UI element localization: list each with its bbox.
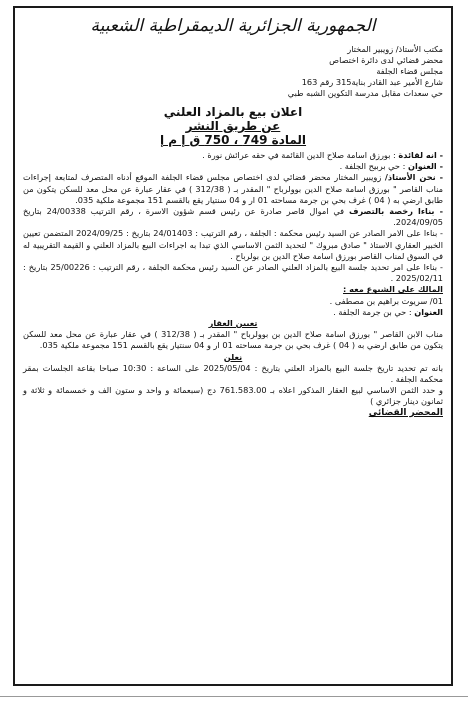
address-label: - العنوان — [407, 161, 443, 172]
auction-date-text: بانه تم تحديد تاريخ جلسة البيع بالمزاد العلني بتاريخ : 2025/05/04 على الساعة : 10:30 صباحا بقاعة الجلسات بمقر محكمة الجلفة . — [23, 362, 443, 385]
beneficiary-line — [23, 150, 443, 161]
property-heading: تعيين العقار — [208, 318, 258, 329]
bailiff-text: زويبير المختار محضر قضائي لدى اختصاص مجلس قضاء الجلفة الموقع أدناه المتصرف لمتابعة إجراءات مناب القاصر " بورزق اسامة صلاح الدين بوولرباح " المقدر بـ ( 312/38 ) في عقار عبارة عن محل معد للسكن يتكون من طابق ارضي به ( 04 ) غرف بحي بن جرمة مساحته 01 ار و 04 سنتيار يقع بالقسم 151 مجموعة ملكية 035. — [23, 172, 444, 205]
base-price-text: و حدد الثمن الاساسي لبيع العقار المذكور اعلاه بـ 761.583.00 دج (سبعمائة و واحد و ستون الف و خمسمائة و ثلاثة و ثمانون دينار جزائري ) — [23, 385, 443, 407]
session-order-paragraph: - بناءا على امر تحديد جلسة البيع بالمزاد العلني الصادر عن السيد رئيس محكمة الجلفة ، رقم الترتيب : 25/00226 بتاريخ : 2025/02/11 . — [23, 262, 443, 284]
notice-subtitle: عن طريق النشر — [185, 119, 281, 133]
bailiff-label: - نحن الأستاذ/ — [384, 172, 443, 183]
office-line: شارع الأمير عبد القادر بناية315 رقم 163 — [301, 77, 443, 87]
notice-frame — [13, 6, 453, 686]
notice-title: اعلان بيع بالمزاد العلني — [163, 105, 303, 119]
expert-order-paragraph: - بناءا على الامر الصادر عن السيد رئيس محكمة : الجلفة ، رقم الترتيب : 24/01403 بتاريخ : 2024/09/25 المتضمن تعيين الخبير العقاري الاستاذ " صادق مبروك " لتحديد الثمن الاساسي الذي تبدا به اجراءات البيع بالمزاد العلني و القيمة التقريبية له في السوق لمناب القاصر بورزق اسامة صلاح الدين بن بولرباح . — [23, 228, 443, 261]
beneficiary-label: - انه لقائدة — [398, 150, 443, 160]
authorization-text: في اموال قاصر صادرة عن رئيس قسم شؤون الاسرة ، رقم الترتيب 24/00338 بتاريخ 2024/09/05. — [23, 206, 443, 228]
legal-article: المادة 749 ، 750 ق إ م إ — [159, 133, 307, 147]
republic-heading: الجمهورية الجزائرية الديمقراطية الشعبية — [90, 16, 376, 36]
office-header — [23, 44, 443, 99]
announcement-heading: نعلن — [223, 351, 243, 362]
beneficiary-text: : بورزق اسامة صلاح الدين القائمة في حقه عرائش نورة . — [202, 150, 396, 160]
document — [23, 14, 443, 419]
co-owner-name: 01/ سريوت براهيم بن مصطفى . — [329, 295, 443, 306]
office-line: محضر قضائي لدى دائرة اختصاص — [329, 55, 443, 65]
office-line: حي سعدات مقابل مدرسة التكوين الشبه طبي — [287, 88, 443, 98]
co-owner-address-label: العنوان — [414, 306, 443, 317]
office-line: مكتب الأستاذ/ زويبير المختار — [347, 44, 443, 54]
page-divider — [0, 696, 468, 697]
address-line — [23, 161, 443, 172]
co-owner-address — [23, 307, 443, 318]
property-description: مناب الابن القاصر " بورزق اسامة صلاح الدين بن بوولرباح " المقدر بـ ( 312/38 ) في عقار عبارة عن محل معد للسكن يتكون من طابق ارضي به ( 04 ) غرف بحي بن جرمة مساحته 01 ار و 04 سنتيار يقع بالقسم 151 مجموعة ملكية 035. — [23, 329, 443, 351]
office-line: مجلس قضاء الجلفة — [376, 66, 443, 76]
co-owner-heading: المالك على الشيوع معه : — [343, 284, 443, 295]
bailiff-signature: المحضر القضائي — [368, 407, 443, 418]
authorization-label: - بناءا رخصة بالتصرف — [348, 206, 443, 217]
bailiff-paragraph — [23, 172, 443, 206]
authorization-paragraph — [23, 206, 443, 228]
address-text: : حي بربيح الجلفة . — [339, 161, 406, 172]
notice-body — [23, 150, 443, 419]
co-owner-address-text: : حي بن جرمة الجلفة . — [333, 306, 412, 317]
